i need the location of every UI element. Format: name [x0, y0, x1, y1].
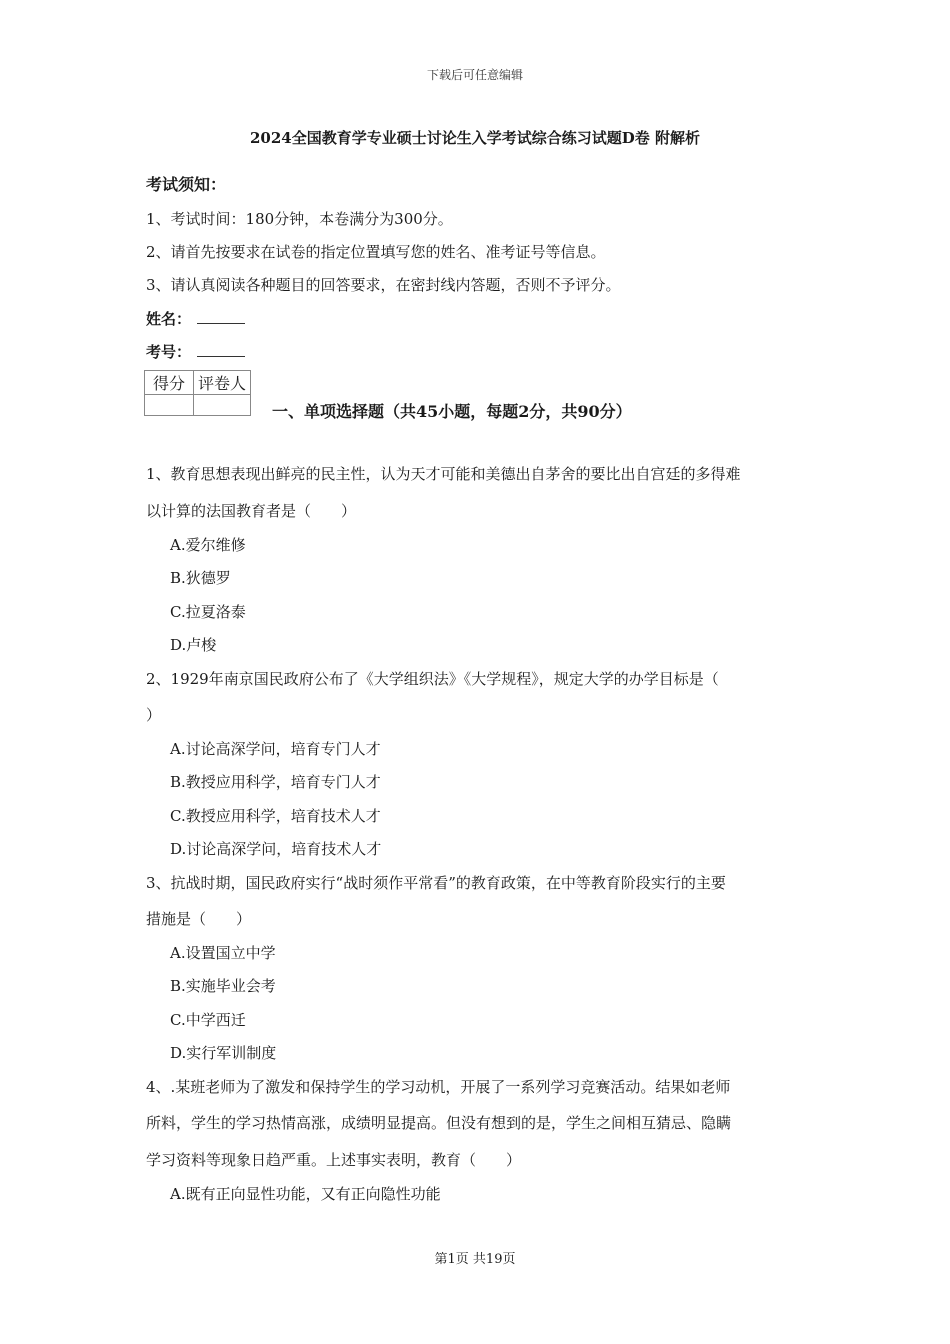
number-field — [146, 341, 245, 362]
option-a[interactable]: A.讨论高深学问，培育专门人才 — [170, 740, 381, 758]
number-label: 考号： — [146, 343, 192, 361]
option-a[interactable]: A.既有正向显性功能，又有正向隐性功能 — [170, 1185, 441, 1203]
option-d[interactable]: D.实行军训制度 — [170, 1044, 277, 1062]
number-blank[interactable] — [197, 342, 245, 357]
notice-item: 1、考试时间：180分钟，本卷满分为300分。 — [146, 210, 453, 228]
option-d[interactable]: D.卢梭 — [170, 636, 217, 654]
header-note: 下载后可任意编辑 — [426, 68, 523, 82]
document-title: 2024全国教育学专业硕士讨论生入学考试综合练习试题D卷 附解析 — [250, 129, 700, 147]
question-text: 4、.某班老师为了激发和保持学生的学习动机，开展了一系列学习竞赛活动。结果如老师 — [146, 1078, 731, 1096]
question-text: 所料，学生的学习热情高涨，成绩明显提高。但没有想到的是，学生之间相互猜忌、隐瞒 — [146, 1114, 732, 1132]
notice-item: 2、请首先按要求在试卷的指定位置填写您的姓名、准考证号等信息。 — [146, 243, 606, 261]
option-b[interactable]: B.狄德罗 — [170, 569, 231, 587]
score-table — [144, 370, 251, 416]
question-text: 措施是（ ） — [146, 910, 252, 928]
grader-header: 评卷人 — [194, 371, 251, 395]
question-text: 2、1929年南京国民政府公布了《大学组织法》《大学规程》，规定大学的办学目标是（ — [146, 670, 719, 688]
question-text: 3、抗战时期，国民政府实行“战时须作平常看”的教育政策，在中等教育阶段实行的主要 — [146, 874, 726, 892]
grader-cell[interactable] — [194, 395, 251, 416]
notice-heading: 考试须知： — [146, 175, 227, 194]
option-b[interactable]: B.教授应用科学，培育专门人才 — [170, 773, 381, 791]
option-c[interactable]: C.拉夏洛泰 — [170, 603, 246, 621]
question-text: ） — [146, 706, 162, 724]
option-d[interactable]: D.讨论高深学问，培育技术人才 — [170, 840, 382, 858]
name-blank[interactable] — [197, 309, 245, 324]
question-text: 学习资料等现象日趋严重。上述事实表明，教育（ ） — [146, 1151, 522, 1169]
notice-item: 3、请认真阅读各种题目的回答要求，在密封线内答题，否则不予评分。 — [146, 276, 621, 294]
name-field — [146, 308, 245, 329]
question-text: 以计算的法国教育者是（ ） — [146, 502, 357, 520]
section-title: 一、单项选择题（共45小题，每题2分，共90分） — [272, 402, 632, 421]
option-b[interactable]: B.实施毕业会考 — [170, 977, 276, 995]
option-a[interactable]: A.设置国立中学 — [170, 944, 276, 962]
score-header: 得分 — [145, 371, 194, 395]
option-c[interactable]: C.教授应用科学，培育技术人才 — [170, 807, 381, 825]
option-c[interactable]: C.中学西迁 — [170, 1011, 246, 1029]
name-label: 姓名： — [146, 310, 192, 328]
score-cell[interactable] — [145, 395, 194, 416]
question-text: 1、教育思想表现出鲜亮的民主性，认为天才可能和美德出自茅舍的要比出自宫廷的多得难 — [146, 465, 741, 483]
option-a[interactable]: A.爱尔维修 — [170, 536, 246, 554]
page-footer: 第1页 共19页 — [434, 1252, 516, 1267]
